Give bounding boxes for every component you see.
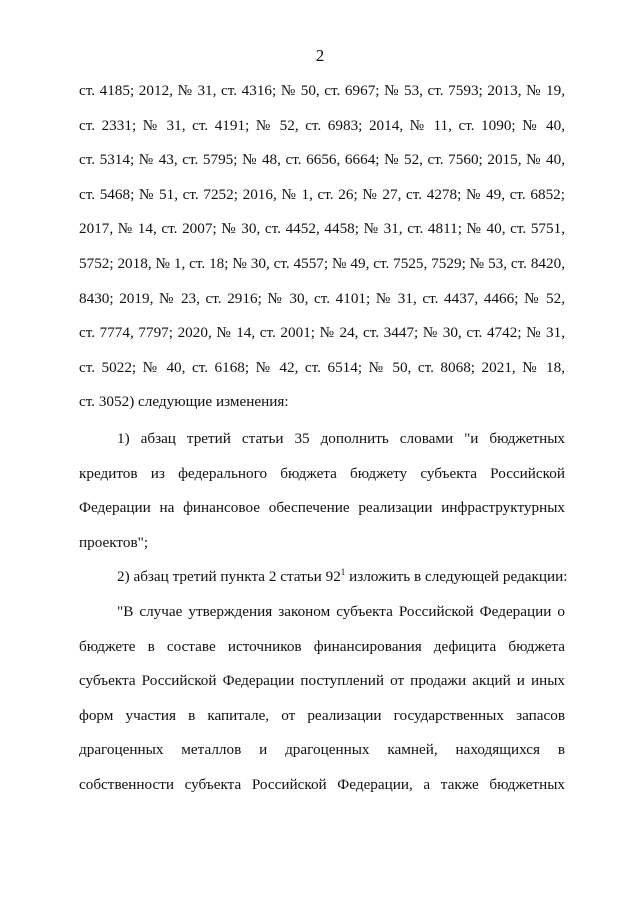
quote-line: драгоценных металлов и драгоценных камней, находящихся в — [79, 741, 565, 759]
quote-line: "В случае утверждения законом субъекта Российской Федерации о — [117, 602, 565, 620]
citations-paragraph — [79, 74, 565, 420]
text-line: ст. 4185; 2012, № 31, ст. 4316; № 50, ст. 6967; № 53, ст. 7593; 2013, № 19, — [79, 82, 565, 99]
item-1-line: проектов"; — [79, 533, 149, 551]
text-line: ст. 5022; № 40, ст. 6168; № 42, ст. 6514; № 50, ст. 8068; 2021, № 18, — [79, 358, 565, 376]
text-line: ст. 2331; № 31, ст. 4191; № 52, ст. 6983; 2014, № 11, ст. 1090; № 40, — [79, 116, 565, 134]
quote-line: форм участия в капитале, от реализации государственных запасов — [79, 706, 565, 724]
quote-line: собственности субъекта Российской Федерации, а также бюджетных — [79, 775, 565, 793]
text-line: ст. 7774, 7797; 2020, № 14, ст. 2001; № 24, ст. 3447; № 30, ст. 4742; № 31, — [79, 324, 565, 342]
item-1-line: кредитов из федерального бюджета бюджету субъекта Российской — [79, 464, 565, 482]
item-1-line: 1) абзац третий статьи 35 дополнить словами "и бюджетных — [117, 430, 565, 447]
item-1-line: Федерации на финансовое обеспечение реализации инфраструктурных — [79, 499, 565, 517]
superscript: 1 — [340, 567, 346, 578]
text-line: 5752; 2018, № 1, ст. 18; № 30, ст. 4557; № 49, ст. 7525, 7529; № 53, ст. 8420, — [79, 254, 565, 272]
amendments-section — [79, 422, 568, 803]
text-line: 8430; 2019, № 23, ст. 2916; № 30, ст. 4101; № 31, ст. 4437, 4466; № 52, — [79, 289, 565, 307]
text-line: ст. 5314; № 43, ст. 5795; № 48, ст. 6656, 6664; № 52, ст. 7560; 2015, № 40, — [79, 151, 565, 169]
quote-line: бюджете в составе источников финансирования дефицита бюджета — [79, 637, 565, 655]
item-2-text-end: изложить в следующей редакции: — [345, 568, 568, 586]
quote-line: субъекта Российской Федерации поступлений от продажи акций и иных — [79, 672, 565, 690]
item-2-text: 2) абзац третий пункта 2 статьи 92 — [117, 568, 341, 586]
text-line: 2017, № 14, ст. 2007; № 30, ст. 4452, 4458; № 31, ст. 4811; № 40, ст. 5751, — [79, 220, 565, 238]
text-line: ст. 3052) следующие изменения: — [79, 393, 289, 411]
text-line: ст. 5468; № 51, ст. 7252; 2016, № 1, ст. 26; № 27, ст. 4278; № 49, ст. 6852; — [79, 185, 565, 203]
page-number: 2 — [315, 46, 325, 65]
item-2-line — [79, 560, 568, 595]
